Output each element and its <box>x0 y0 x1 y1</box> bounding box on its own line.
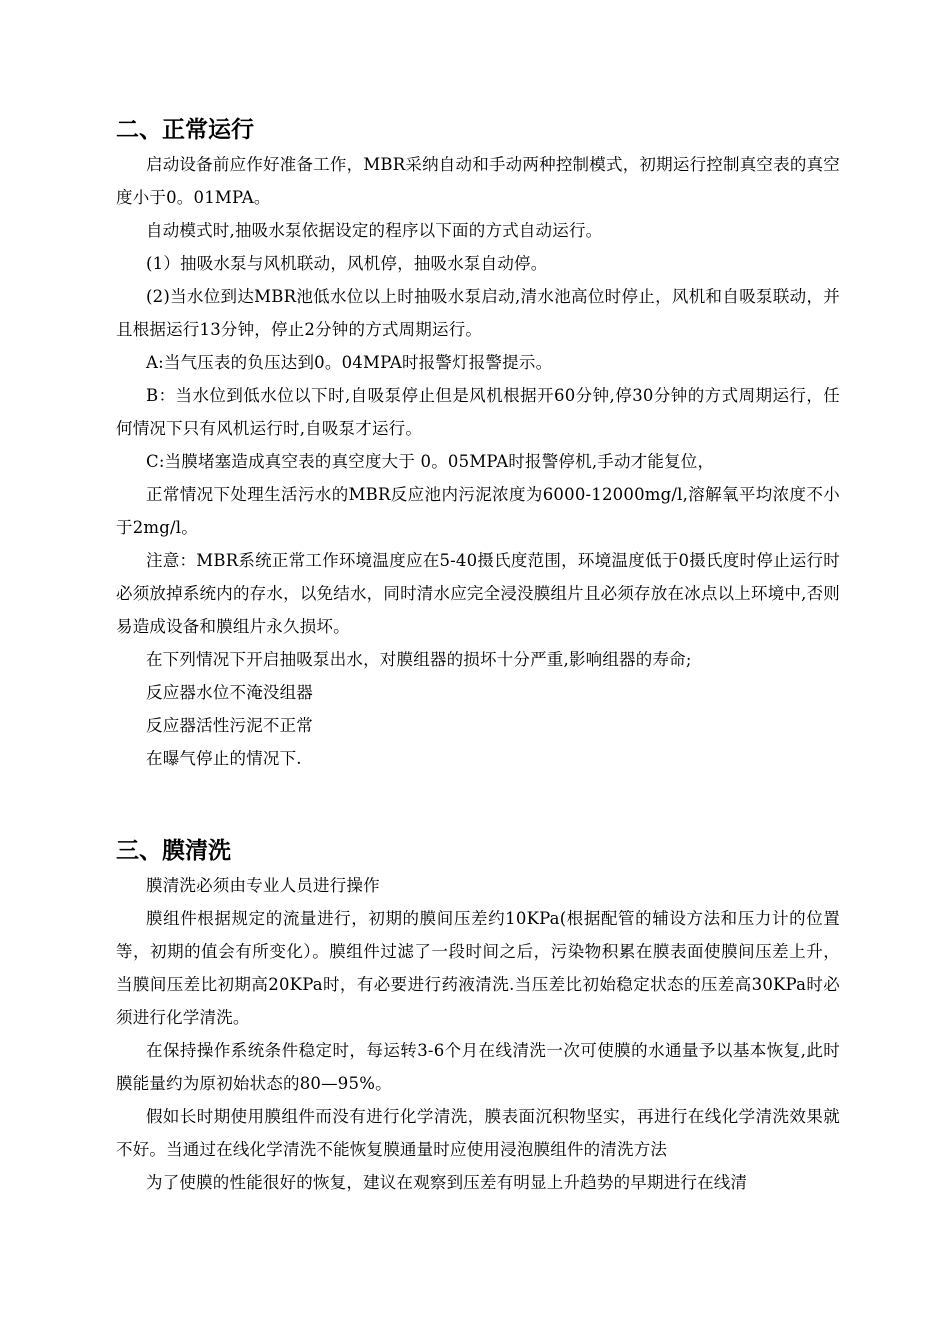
paragraph: 自动模式时,抽吸水泵依据设定的程序以下面的方式自动运行。 <box>146 221 603 240</box>
section-spacer <box>116 775 840 833</box>
paragraph: 膜组件根据规定的流量进行，初期的膜间压差约10KPa(根据配管的辅设方法和压力计的位置等，初期的值会有所变化）。膜组件过滤了一段时间之后，污染物积累在膜表面使膜间压差上升，当膜间压差比初期高20KPa时，有必要进行药液清洗.当压差比初始稳定状态的压差高30KPa时必须进行化学清洗。 <box>116 909 840 1027</box>
paragraph: 膜清洗必须由专业人员进行操作 <box>146 876 380 895</box>
paragraph: 正常情况下处理生活污水的MBR反应池内污泥浓度为6000-12000mg/l,溶解氧平均浓度不小于2mg/l。 <box>116 485 840 537</box>
paragraph: 在下列情况下开启抽吸泵出水，对膜组器的损坏十分严重,影响组器的寿命; <box>146 650 692 669</box>
list-item: 反应器活性污泥不正常 <box>146 716 313 735</box>
paragraph: 注意：MBR系统正常工作环境温度应在5-40摄氏度范围，环境温度低于0摄氏度时停止运行时必须放掉系统内的存水，以免结水，同时清水应完全浸没膜组片且必须存放在冰点以上环境中,否则易造成设备和膜组片永久损坏。 <box>116 551 840 636</box>
paragraph: (2)当水位到达MBR池低水位以上时抽吸水泵启动,清水池高位时停止，风机和自吸泵联动，并且根据运行13分钟，停止2分钟的方式周期运行。 <box>116 287 840 339</box>
section-title-membrane-cleaning: 三、膜清洗 <box>116 838 231 864</box>
paragraph: B：当水位到低水位以下时,自吸泵停止但是风机根据开60分钟,停30分钟的方式周期运行，任何情况下只有风机运行时,自吸泵才运行。 <box>116 386 840 438</box>
paragraph: 启动设备前应作好准备工作，MBR采纳自动和手动两种控制模式，初期运行控制真空表的真空度小于0。01MPA。 <box>116 155 840 207</box>
paragraph: A:当气压表的负压达到0。04MPA时报警灯报警提示。 <box>146 353 553 372</box>
paragraph: (1）抽吸水泵与风机联动，风机停，抽吸水泵自动停。 <box>146 254 548 273</box>
document-page <box>116 112 840 1199</box>
section-title-normal-operation: 二、正常运行 <box>116 117 254 143</box>
list-item: 反应器水位不淹没组器 <box>146 683 313 702</box>
list-item: 在曝气停止的情况下. <box>146 749 302 768</box>
paragraph: 假如长时期使用膜组件而没有进行化学清洗，膜表面沉积物坚实，再进行在线化学清洗效果就不好。当通过在线化学清洗不能恢复膜通量时应使用浸泡膜组件的清洗方法 <box>116 1107 840 1159</box>
paragraph: 在保持操作系统条件稳定时，每运转3-6个月在线清洗一次可使膜的水通量予以基本恢复,此时膜能量约为原初始状态的80—95%。 <box>116 1041 840 1093</box>
paragraph: 为了使膜的性能很好的恢复，建议在观察到压差有明显上升趋势的早期进行在线清 <box>146 1173 748 1192</box>
paragraph: C:当膜堵塞造成真空表的真空度大于 0。05MPA时报警停机,手动才能复位， <box>146 452 715 471</box>
